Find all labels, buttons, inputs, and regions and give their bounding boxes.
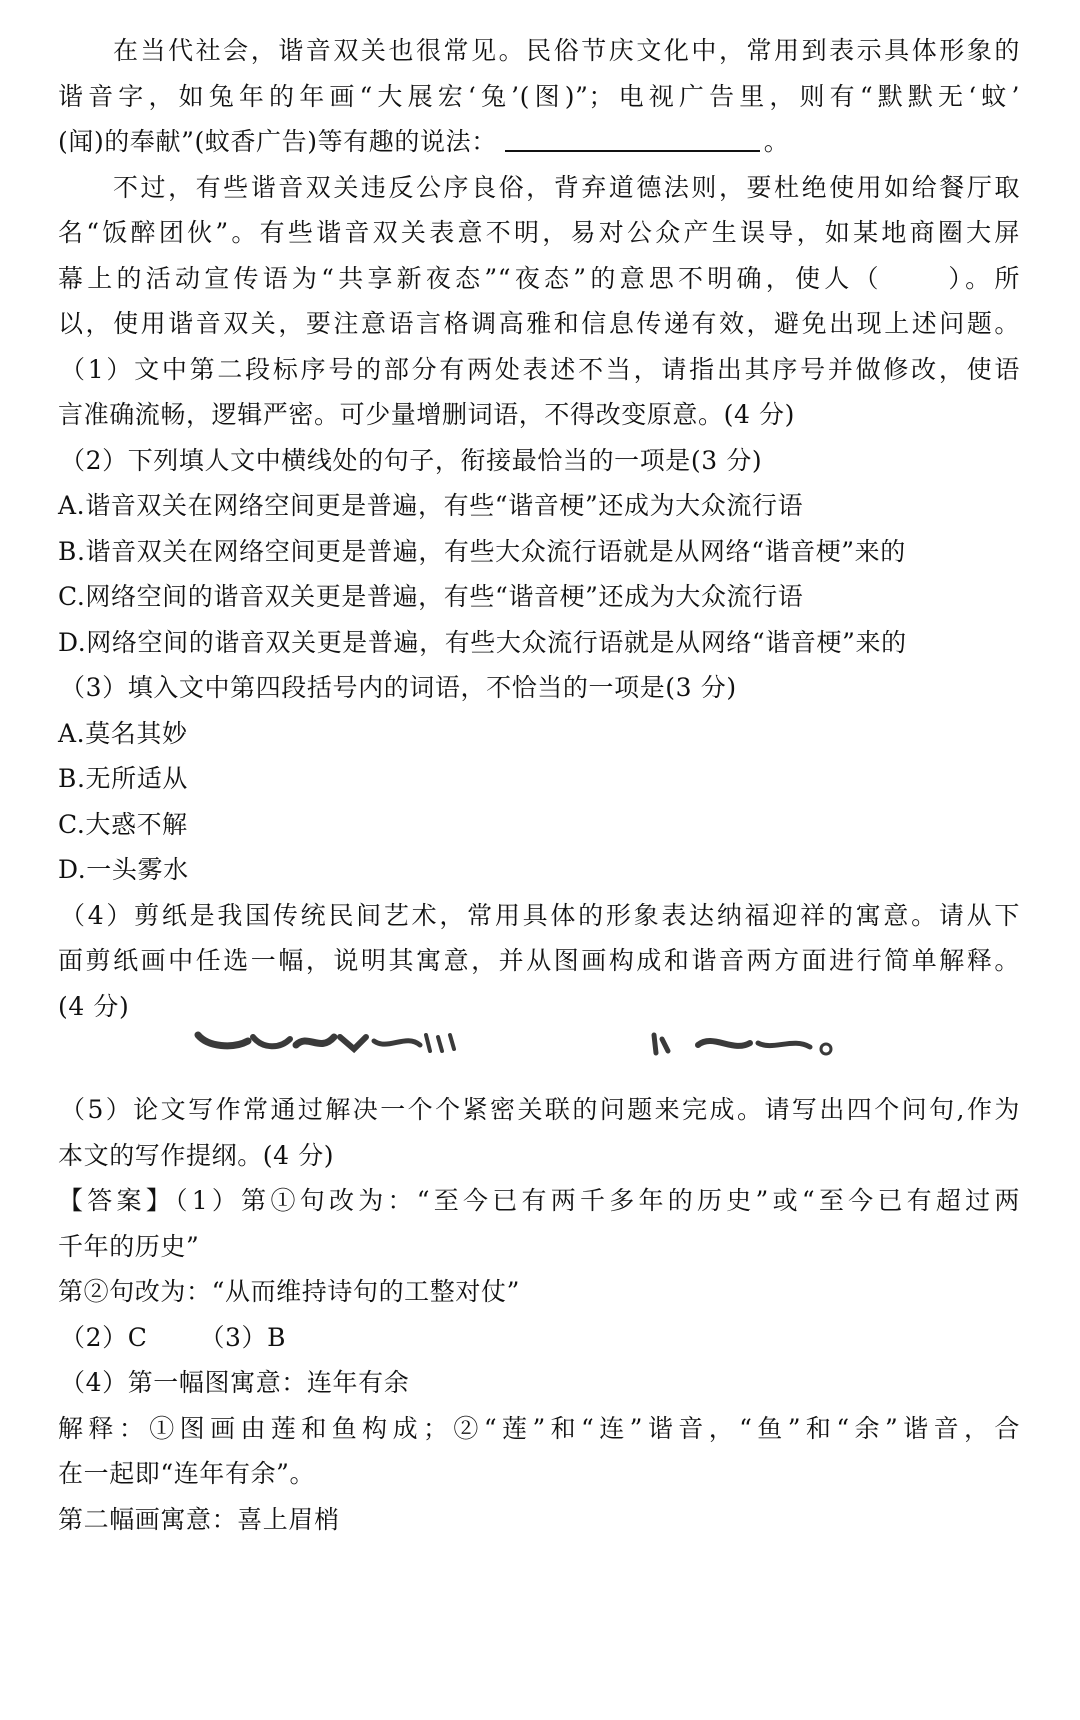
answer-q2: （2）C (60, 1322, 148, 1352)
answer-line: 第二幅画寓意：喜上眉梢 (58, 1504, 340, 1534)
paragraph-3 (58, 28, 1020, 165)
question-5 (58, 1087, 1020, 1178)
question-stem: （1）文中第二段标序号的部分有两处表述不当，请指出其序号并做修改，使语 (60, 354, 1020, 384)
text-line: 不过，有些谐音双关违反公序良俗，背弃道德法则，要杜绝使用如给餐厅取 (113, 172, 1020, 202)
text-segment: 。 (763, 127, 790, 156)
text-line: 以，使用谐音双关，要注意语言格调高雅和信息传递有效，避免出现上述问题。 (58, 309, 1020, 338)
option-a: A.谐音双关在网络空间更是普遍，有些“谐音梗”还成为大众流行语 (58, 491, 804, 520)
option-c: C.大惑不解 (58, 809, 188, 839)
option-d: D.网络空间的谐音双关更是普遍，有些大众流行语就是从网络“谐音梗”来的 (58, 627, 907, 657)
question-stem: （3）填入文中第四段括号内的词语，不恰当的一项是(3 分) (60, 673, 737, 702)
answer-line: 解释：①图画由莲和鱼构成；②“莲”和“连”谐音，“鱼”和“余”谐音，合 (58, 1413, 1020, 1443)
option-d: D.一头雾水 (58, 855, 189, 884)
text-line: 言准确流畅，逻辑严密。可少量增删词语，不得改变原意。(4 分) (58, 400, 795, 429)
option-c: C.网络空间的谐音双关更是普遍，有些“谐音梗”还成为大众流行语 (58, 582, 804, 611)
text-line (58, 119, 1020, 165)
document-page (58, 28, 1020, 1542)
answer-q3: （3）B (199, 1322, 287, 1352)
paragraph-4 (58, 165, 1020, 347)
answer-line: 【答案】（1）第①句改为：“至今已有两千多年的历史”或“至今已有超过两 (58, 1186, 1020, 1215)
text-line: (4 分) (58, 991, 130, 1021)
text-segment: (闻)的奉献”(蚊香广告)等有趣的说法： (58, 127, 497, 156)
answer-line: 第②句改为：“从而维持诗句的工整对仗” (58, 1277, 520, 1306)
papercut-fragment-graphic (58, 1031, 1020, 1057)
question-stem: （5）论文写作常通过解决一个个紧密关联的问题来完成。请写出四个问句,作为 (60, 1095, 1020, 1124)
question-3 (58, 665, 1020, 893)
text-segment: ）。所 (944, 263, 1020, 293)
answer-line (60, 1315, 1020, 1361)
question-1 (58, 347, 1020, 438)
answer-line: 在一起即“连年有余”。 (58, 1459, 316, 1488)
text-line (58, 256, 1020, 302)
option-b: B.无所适从 (58, 764, 188, 793)
question-2 (58, 438, 1020, 666)
text-line: 在当代社会，谐音双关也很常见。民俗节庆文化中，常用到表示具体形象的 (113, 36, 1020, 65)
text-line: 面剪纸画中任选一幅，说明其寓意，并从图画构成和谐音两方面进行简单解释。 (58, 946, 1020, 975)
question-stem: （4）剪纸是我国传统民间艺术，常用具体的形象表达纳福迎祥的寓意。请从下 (60, 900, 1020, 930)
answer-section (58, 1178, 1020, 1542)
text-segment: 幕上的活动宣传语为“共享新夜态”“夜态”的意思不明确，使人（ (58, 263, 883, 293)
option-a: A.莫名其妙 (58, 718, 188, 748)
answer-line: 千年的历史” (58, 1231, 200, 1261)
text-line: 名“饭醉团伙”。有些谐音双关表意不明，易对公众产生误导，如某地商圈大屏 (58, 218, 1020, 247)
text-line: 谐音字，如兔年的年画“大展宏‘兔’(图)”；电视广告里，则有“默默无‘蚊’ (58, 81, 1020, 111)
text-line: 本文的写作提纲。(4 分) (58, 1140, 335, 1170)
question-4 (58, 893, 1020, 1030)
fill-in-blank (505, 124, 760, 152)
answer-line: （4）第一幅图寓意：连年有余 (60, 1368, 410, 1397)
option-b: B.谐音双关在网络空间更是普遍，有些大众流行语就是从网络“谐音梗”来的 (58, 536, 906, 566)
papercut-image-strip (58, 1031, 1020, 1057)
question-stem: （2）下列填人文中横线处的句子，衔接最恰当的一项是(3 分) (60, 445, 763, 475)
